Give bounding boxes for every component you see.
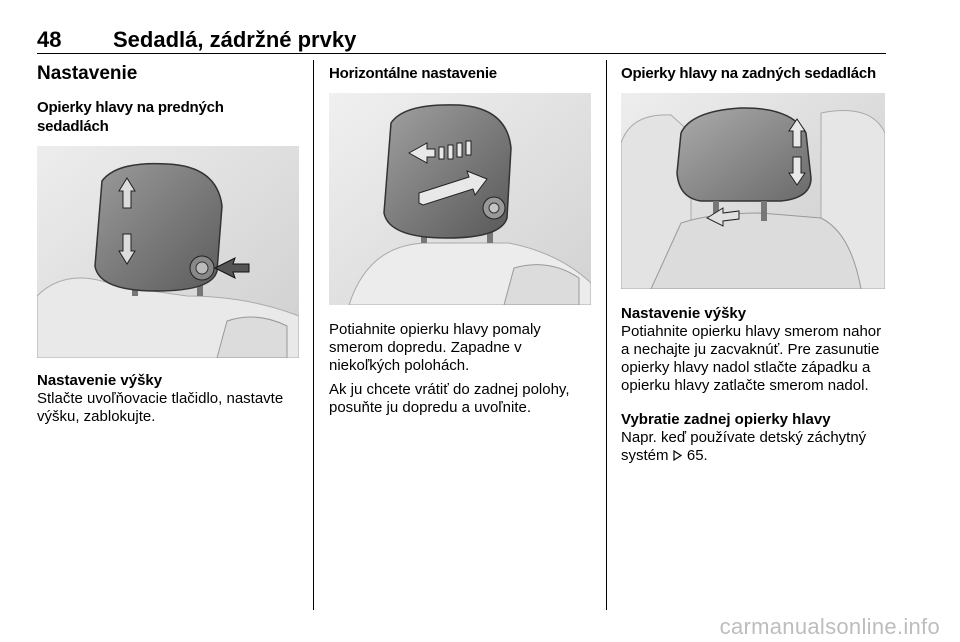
front-height-adjust-title: Nastavenie výšky	[37, 372, 163, 389]
front-headrest-height-illustration	[37, 146, 299, 358]
rear-removal-text-prefix: Napr. keď používate detský záchytný systém	[621, 429, 867, 464]
rear-headrests-title: Opierky hlavy na zadných sedadlách	[621, 65, 876, 82]
headrest-horizontal-illustration	[329, 93, 591, 305]
column-divider-2	[606, 60, 607, 610]
column-3	[621, 62, 887, 471]
rear-height-adjust-text: Potiahnite opierku hlavy smerom nahor a nechajte ju zacvaknúť. Pre zasunutie opierky hlavy nadol stlačte západku a opierku hlavy zatlačte smerom nadol.	[621, 323, 882, 394]
front-height-adjust-text: Stlačte uvoľňovacie tlačidlo, nastavte výšku, zablokujte.	[37, 390, 284, 425]
column-1	[37, 62, 299, 432]
rear-height-adjust-title: Nastavenie výšky	[621, 305, 747, 322]
rear-removal-text	[621, 429, 887, 465]
page-reference-link[interactable]: 65.	[686, 447, 708, 464]
page-number: 48	[37, 27, 62, 52]
horizontal-adjust-text-2: Ak ju chcete vrátiť do zadnej polohy, posuňte ju dopredu a uvoľnite.	[329, 381, 570, 416]
header-rule	[37, 53, 886, 54]
section-title: Nastavenie	[37, 63, 138, 84]
chapter-title: Sedadlá, zádržné prvky	[113, 27, 357, 52]
front-headrests-title: Opierky hlavy na predných sedadlách	[37, 99, 224, 135]
page-reference-arrow-icon	[673, 450, 683, 461]
horizontal-adjust-text-1: Potiahnite opierku hlavy pomaly smerom dopredu. Zapadne v niekoľkých polohách.	[329, 321, 541, 374]
rear-headrest-illustration	[621, 93, 885, 289]
column-divider-1	[313, 60, 314, 610]
rear-removal-title: Vybratie zadnej opierky hlavy	[621, 411, 831, 428]
column-2	[329, 62, 591, 423]
horizontal-adjust-title: Horizontálne nastavenie	[329, 65, 497, 82]
watermark: carmanualsonline.info	[719, 614, 940, 639]
